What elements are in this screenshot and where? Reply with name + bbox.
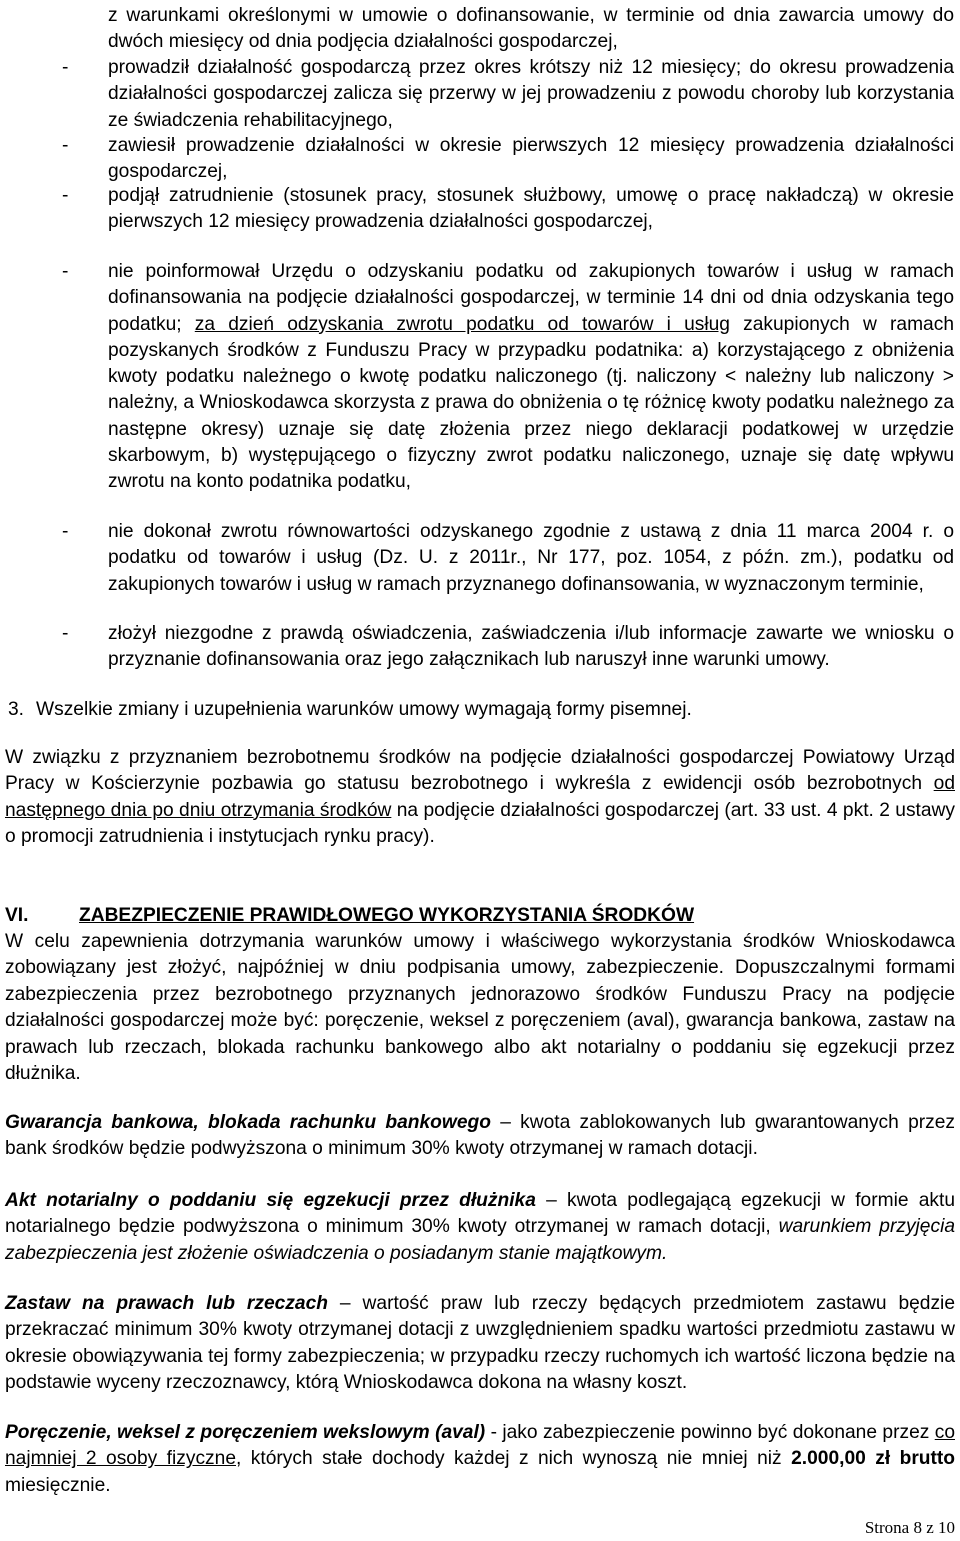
list-item	[0, 183, 960, 236]
underlined-text: co najmniej 2 osoby fizyczne	[5, 1422, 955, 1470]
section-intro: W celu zapewnienia dotrzymania warunków umowy i właściwego wykorzystania środków Wnioskodawca zobowiązany jest złożyć, najpóźniej w dniu podpisania umowy, zabezpieczenie. Dopuszczalnymi formami zabezpieczenia przez bezrobotnego przyznanych jednorazowo środków Funduszu Pracy na podjęcie działalności gospodarczej może być: poręczenie, weksel z poręczeniem (aval), gwarancja bankowa, zastaw na prawach lub rzeczach, blokada rachunku bankowego albo akt notarialny o poddaniu się egzekucji przez dłużnika.	[5, 931, 955, 1085]
term-heading: Akt notarialny o poddaniu się egzekucji przez dłużnika	[5, 1190, 536, 1211]
paragraph-text: - jako zabezpieczenie powinno być dokonane przez	[485, 1422, 935, 1443]
paragraph-poreczenie	[5, 1420, 955, 1499]
dash-bullet: -	[62, 135, 69, 156]
section-heading	[5, 903, 955, 929]
dash-bullet: -	[62, 521, 69, 542]
paragraph-text: na podjęcie działalności gospodarczej (art. 33 ust. 4 pkt. 2 ustawy o promocji zatrudnienia i instytucjach rynku pracy).	[5, 799, 955, 848]
paragraph-text: , których stałe dochody każdej z nich wynoszą nie mniej niż	[236, 1448, 792, 1470]
list-item-text: zawiesił prowadzenie działalności w okresie pierwszych 12 miesięcy prowadzenia działalności gospodarczej,	[108, 135, 954, 183]
underlined-text: za dzień odzyskania zwrotu podatku od towarów i usług	[194, 313, 730, 335]
dash-bullet: -	[62, 261, 69, 282]
paragraph-text: W związku z przyznaniem bezrobotnemu środków na podjęcie działalności gospodarczej Powiatowy Urząd Pracy w Kościerzynie pozbawia go statusu bezrobotnego i wykreśla z ewidencji osób bezrobotnych	[5, 747, 955, 795]
dash-bullet: -	[62, 57, 69, 78]
list-item	[0, 55, 960, 134]
list-item-text-part: zakupionych w ramach pozyskanych środków z Funduszu Pracy w przypadku podatnika: a) korzystającego z obniżenia kwoty podatku należnego o kwotę podatku naliczonego (tj. naliczony < należny lub naliczony > należny, a Wnioskodawca skorzysta z prawa do obniżenia o tę różnicę kwoty podatku należnego za następne okresy) uznaje się datę złożenia przez niego deklaracji podatkowej w urzędzie skarbowym, b) występującego o fizyczny zwrot podatku naliczonego, uznaje się datę wpływu zwrotu na konto podatnika podatku,	[108, 313, 954, 493]
paragraph-text: – kwota podlegającą egzekucji w formie aktu notarialnego będzie podwyższona o minimum 30% kwoty otrzymanej w ramach dotacji,	[5, 1190, 955, 1238]
term-heading: Poręczenie, weksel z poręczeniem wekslowym (aval)	[5, 1422, 486, 1443]
list-item-text: złożył niezgodne z prawdą oświadczenia, zaświadczenia i/lub informacje zawarte we wniosku o przyznanie dofinansowania oraz jego załącznikach lub naruszył inne warunki umowy.	[108, 623, 954, 671]
list-item-text	[0, 259, 960, 496]
list-item-text: nie dokonał zwrotu równowartości odzyskanego zgodnie z ustawą z dnia 11 marca 2004 r. o podatku od towarów i usług (Dz. U. z 2011r., Nr 177, poz. 1054, z późn. zm.), podatku od zakupionych towarów i usług w ramach przyznanego dofinansowania, w wyznaczonym terminie,	[108, 521, 954, 595]
list-item-text: podjął zatrudnienie (stosunek pracy, stosunek służbowy, umowę o pracę nakładczą) w okresie pierwszych 12 miesięcy prowadzenia działalności gospodarczej,	[108, 185, 954, 233]
underlined-text: od następnego dnia po dniu otrzymania środków	[5, 773, 955, 821]
paragraph-bezrobotny	[5, 745, 955, 851]
amount-text: 2.000,00 zł brutto	[791, 1448, 956, 1470]
section-title: ZABEZPIECZENIE PRAWIDŁOWEGO WYKORZYSTANIA ŚRODKÓW	[79, 905, 695, 926]
dash-bullet: -	[62, 623, 69, 644]
paragraph-zastaw	[5, 1291, 955, 1397]
paragraph-text: – kwota zablokowanych lub gwarantowanych przez bank środków będzie podwyższona o minimum 30% kwoty otrzymanej w ramach dotacji.	[5, 1112, 955, 1160]
italic-text: warunkiem przyjęcia zabezpieczenia jest złożenie oświadczenia o posiadanym stanie majątkowym.	[5, 1216, 955, 1264]
list-item	[0, 133, 960, 186]
term-heading: Zastaw na prawach lub rzeczach	[5, 1293, 328, 1314]
page-number-footer: Strona 8 z 10	[864, 1518, 955, 1537]
list-item	[0, 519, 960, 598]
list-item-text-part: nie poinformował Urzędu o odzyskaniu podatku od zakupionych towarów i usług w ramach dofinansowania na podjęcie działalności gospodarczej, w terminie 14 dni od dnia odzyskania tego podatku;	[108, 261, 954, 335]
list-item	[0, 621, 960, 674]
paragraph-text: – wartość praw lub rzeczy będących przedmiotem zastawu będzie przekraczać minimum 30% kwoty otrzymanej dotacji z uwzględnieniem spadku wartości przedmiotu zastawu w okresie obowiązywania tej formy zabezpieczenia; w przypadku rzeczy ruchomych ich wartość liczona będzie na podstawie wyceny rzeczoznawcy, którą Wnioskodawca dokona na własny koszt.	[5, 1293, 955, 1394]
paragraph-text: miesięcznie.	[5, 1474, 111, 1496]
paragraph-gwarancja	[5, 1110, 955, 1163]
item-number: 3.	[8, 699, 25, 720]
numbered-item-3	[8, 697, 948, 723]
section-number: VI.	[5, 905, 29, 926]
dash-bullet: -	[62, 185, 69, 206]
list-item	[0, 259, 960, 496]
continuation-text: z warunkami określonymi w umowie o dofinansowanie, w terminie od dnia zawarcia umowy do dwóch miesięcy od dnia podjęcia działalności gospodarczej,	[108, 5, 954, 53]
paragraph-akt	[5, 1188, 955, 1267]
item-text: Wszelkie zmiany i uzupełnienia warunków umowy wymagają formy pisemnej.	[36, 699, 692, 720]
term-heading: Gwarancja bankowa, blokada rachunku bankowego	[5, 1112, 491, 1133]
list-item-text: prowadził działalność gospodarczą przez okres krótszy niż 12 miesięcy; do okresu prowadzenia działalności gospodarczej zalicza się przerwy w jej prowadzeniu z powodu choroby lub korzystania ze świadczenia rehabilitacyjnego,	[108, 57, 954, 131]
